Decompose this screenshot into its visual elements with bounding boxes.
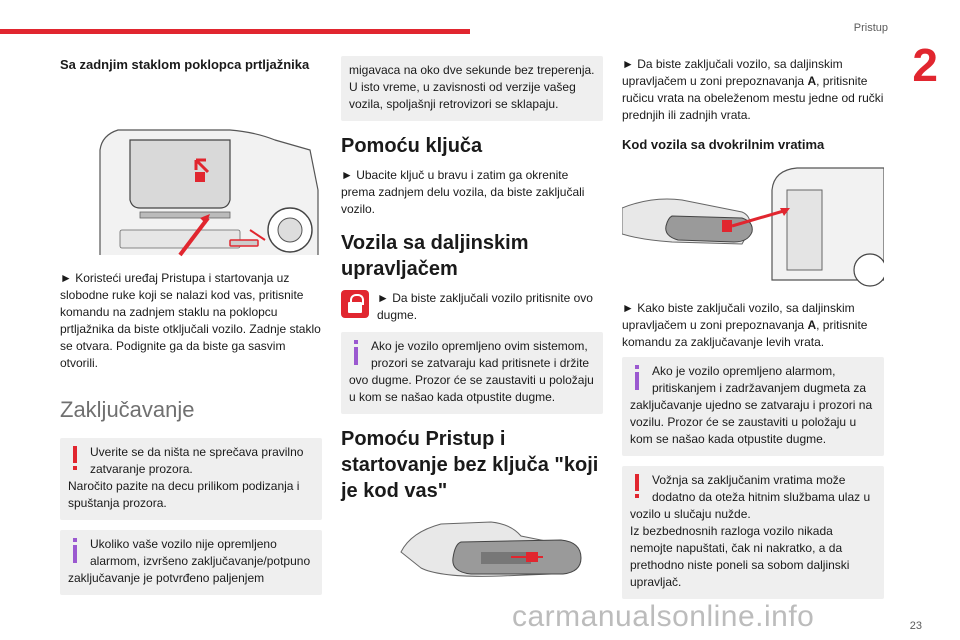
info-box-alarm bbox=[60, 530, 322, 595]
paragraph-lock-left-door bbox=[622, 300, 884, 351]
paragraph-unlock-rear-window: ► Koristeći uređaj Pristupa i startovanja uz slobodne ruke koji se nalazi kod vas, pritisnite komandu na zadnjem staklu na poklopcu prtljažnika da biste otključali vozilo. Zadnje staklo se otvara. Podignite ga da biste ga sasvim otvorili. bbox=[60, 271, 321, 370]
info-icon bbox=[68, 538, 82, 564]
rear-double-door-illustration bbox=[622, 160, 884, 290]
heading-keyless-entry: Pomoću Pristup i startovanje bez ključa "koji je kod vas" bbox=[341, 428, 599, 502]
warning-box-windows bbox=[60, 438, 322, 520]
info-windows-text: Ako je vozilo opremljeno ovim sistemom, prozori se zatvaraju kad pritisnete i držite ovo dugme. Prozor će se zaustaviti u položaju u kom se našao kada otpustite dugme. bbox=[349, 339, 594, 404]
door-handle-illustration bbox=[381, 512, 643, 592]
warning-locked-line2: Iz bezbednosnih razloga vozilo nikada nemojte napuštati, čak ni nakratko, a da prethodno niste poneli sa sobom daljinski upravljač. bbox=[630, 524, 850, 589]
heading-remote-control: Vozila sa daljinskim upravljačem bbox=[341, 232, 529, 280]
heading-with-key: Pomoću ključa bbox=[341, 135, 483, 157]
warning-box-locked-doors bbox=[622, 466, 884, 599]
info-text: Ukoliko vaše vozilo nije opremljeno alarmom, izvršeno zaključavanje/potpuno zaključavanje je potvrđeno paljenjem bbox=[68, 537, 311, 585]
section-title: Pristup bbox=[853, 22, 888, 34]
column-2 bbox=[341, 56, 603, 602]
remote-lock-instruction bbox=[341, 290, 603, 324]
info-box-windows bbox=[341, 332, 603, 414]
info-box-alarm-windows bbox=[622, 357, 884, 456]
warning-text-line1: Uverite se da ništa ne sprečava pravilno zatvaranje prozora. bbox=[90, 445, 304, 476]
section-heading-locking: Zaključavanje bbox=[60, 397, 195, 422]
zone-label: A bbox=[807, 318, 817, 332]
watermark: carmanualsonline.info bbox=[512, 600, 815, 633]
chapter-number: 2 bbox=[912, 39, 938, 91]
lock-button-icon bbox=[341, 290, 369, 318]
warning-icon bbox=[630, 474, 644, 500]
rear-window-car-illustration bbox=[60, 80, 322, 260]
continued-info-box bbox=[341, 56, 603, 121]
info-alarm-text: Ako je vozilo opremljeno alarmom, pritiskanjem i zadržavanjem dugmeta za zaključavanje ujedno se zatvaraju i prozori na vozilu. Prozor će se zaustaviti u položaju u kom se našao kada otpustite dugme. bbox=[630, 364, 873, 446]
heading-double-doors: Kod vozila sa dvokrilnim vratima bbox=[622, 137, 825, 152]
text-part: ► Da biste zaključali vozilo, sa daljinskim upravljačem u zoni prepoznavanja bbox=[622, 57, 843, 88]
warning-text-line2: Naročito pazite na decu prilikom podizanja i spuštanja prozora. bbox=[68, 479, 300, 510]
column-3 bbox=[622, 56, 884, 609]
remote-lock-text: ► Da biste zaključali vozilo pritisnite ovo dugme. bbox=[377, 291, 593, 322]
paragraph-key-lock: ► Ubacite ključ u bravu i zatim ga okrenite prema zadnjem delu vozila, da biste zaključali vozilo. bbox=[341, 168, 585, 216]
page-number: 23 bbox=[909, 620, 922, 632]
text-part: ► Kako biste zaključali vozilo, sa daljinskim upravljačem u zoni prepoznavanja bbox=[622, 301, 855, 332]
heading-rear-window: Sa zadnjim staklom poklopca prtljažnika bbox=[60, 57, 310, 72]
column-1 bbox=[60, 56, 322, 605]
warning-locked-line1: Vožnja sa zaključanim vratima može dodatno da otežа hitnim službama ulaz u vozilo u slučaju nužde. bbox=[630, 473, 871, 521]
info-icon bbox=[349, 340, 363, 366]
zone-label: A bbox=[807, 74, 817, 88]
top-accent-bar bbox=[0, 29, 470, 34]
paragraph-lock-handle bbox=[622, 56, 884, 124]
text-part: , pritisnite ručicu vrata na obeleženom mestu jedne od ručki prednjih ili zadnjih vrata. bbox=[622, 74, 884, 122]
continued-text-line2: U isto vreme, u zavisnosti od verzije vašeg vozila, spoljašnji retrovizori se sklapaju. bbox=[349, 80, 576, 111]
continued-text-line1: migavaca na oko dve sekunde bez treperenja. bbox=[349, 63, 595, 77]
info-icon bbox=[630, 365, 644, 391]
text-part: , pritisnite komandu za zaključavanje levih vrata. bbox=[622, 318, 868, 349]
warning-icon bbox=[68, 446, 82, 472]
